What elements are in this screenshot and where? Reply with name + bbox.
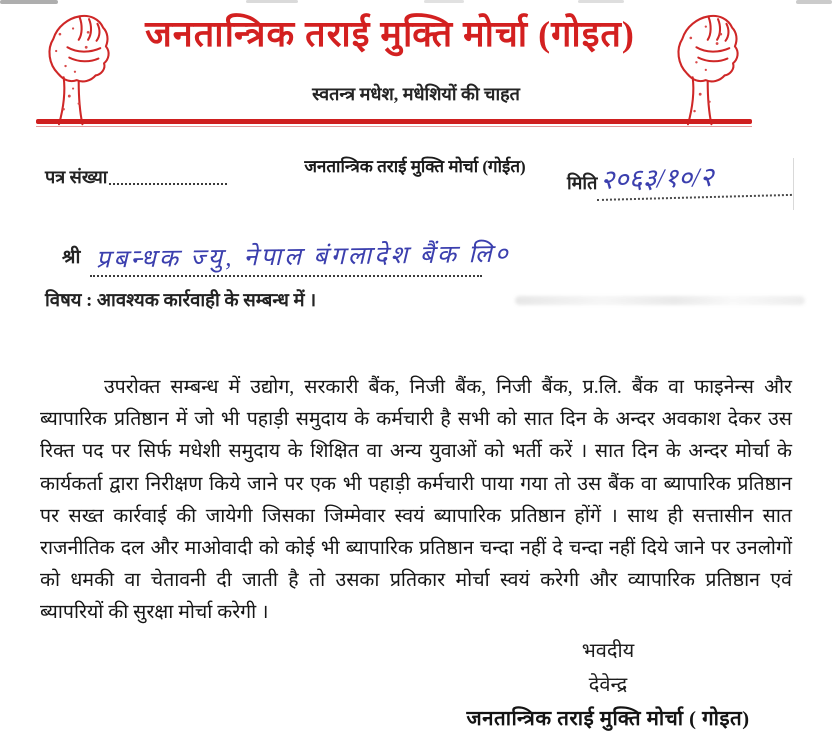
body-line: उपरोक्त सम्बन्ध में उद्योग, सरकारी बैंक, निजी बैंक, निजी बैंक, प्र.लि. बैंक वा फाइनेन्स और [104,377,792,398]
subject-label: विषय : [45,291,93,311]
scan-artifact [796,0,832,4]
date-handwritten-value: २०६३/१०/२ [596,155,792,201]
signature-block [402,634,814,736]
addressee-salutation: श्री [62,247,81,268]
letter-number-label: पत्र संख्या [45,167,108,187]
addressee-dotted-line [90,275,482,277]
raised-fist-icon [26,6,122,133]
scan-artifact [578,0,624,3]
letter-number-dotted-line [109,182,227,185]
header-divider [36,119,752,128]
subject-line [45,287,316,312]
scan-artifact [793,158,794,210]
scan-smudge [515,296,805,305]
body-line: रिक्त पद पर सिर्फ मधेशी समुदाय के शिक्षित वा अन्य युवाओं को भर्ती करें । सात दिन के अन्दर मोर्चा के [40,441,792,463]
body-line: ब्यापरियों की सुरक्षा मोर्चा करेगी । [40,602,269,624]
body-line: राजनीतिक दल और माओवादी को कोई भी ब्यापारिक प्रतिष्ठान चन्दा नहीं दे चन्दा नहीं दिये जाने पर उनलोगों [40,538,792,560]
signature-organization: जनतान्त्रिक तराई मुक्ति मोर्चा ( गोइत) [466,708,750,730]
organization-subtitle: स्वतन्त्र मधेश, मधेशियों की चाहत [312,84,520,104]
organization-name-repeat: जनतान्त्रिक तराई मुक्ति मोर्चा (गोईत) [304,157,526,176]
signature-closing: भवदीय [581,640,635,662]
body-line: को धमकी वा चेतावनी दी जाती है तो उसका प्रतिकार मोर्चा स्वयं करेगी और व्यापारिक प्रतिष्ठान एवं [40,570,792,592]
letter-body [40,372,792,630]
subject-text: आवश्यक कार्रवाही के सम्बन्ध में । [96,291,317,311]
scan-artifact [246,0,298,3]
body-line: ब्यापारिक प्रतिष्ठान में जो भी पहाड़ी समुदाय के कर्मचारी है सभी को सात दिन के अन्दर अवकाश देकर उस [40,409,792,431]
scan-artifact [0,0,58,4]
signature-name: देवेन्द्र [588,674,628,696]
body-line: पर सख्त कार्रवाई की जायेगी जिसका जिम्मेवार स्वयं ब्यापारिक प्रतिष्ठान होंगें । साथ ही सत्तासीन सात [40,505,792,527]
organization-title: जनतान्त्रिक तराई मुक्ति मोर्चा (गोइत) [145,14,635,54]
body-line: कार्यकर्ता द्वारा निरीक्षण किये जाने पर एक भी पहाड़ी कर्मचारी पाया गया तो उस बैंक वा ब्यापारिक प्रतिष्ठान [40,473,792,495]
date-label: मिति [567,173,598,193]
addressee-row [62,240,762,274]
date-field [567,160,792,201]
addressee-handwritten-name: प्रबन्धक ज्यु, नेपाल बंगलादेश बैंक लि० [95,240,511,274]
scan-artifact [424,0,464,3]
